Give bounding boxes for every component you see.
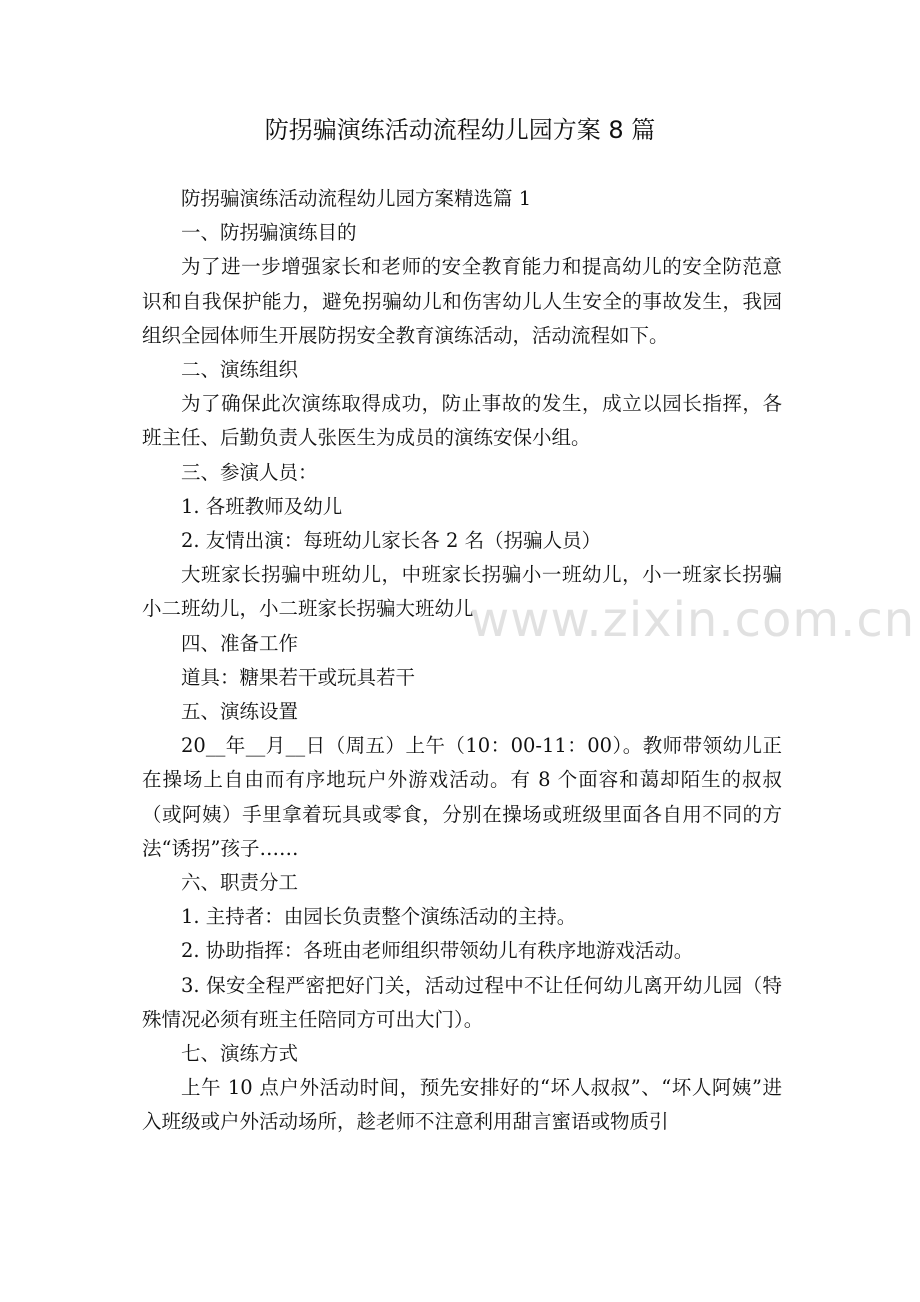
document-body (142, 182, 782, 1140)
subheading-setting: 五、演练设置 (181, 700, 299, 724)
list-item-participants-1: 1. 各班教师及幼儿 (181, 494, 343, 518)
subheading-method: 七、演练方式 (181, 1042, 299, 1066)
paragraph-purpose: 为了进一步增强家长和老师的安全教育能力和提高幼儿的安全防范意识和自我保护能力，避免拐骗幼儿和伤害幼儿人生安全的事故发生，我园组织全园体师生开展防拐安全教育演练活动，活动流程如下。 (142, 255, 782, 347)
paragraph-setting: 20__年__月__日（周五）上午（10：00-11：00）。教师带领幼儿正在操场上自由而有序地玩户外游戏活动。有 8 个面容和蔼却陌生的叔叔（或阿姨）手里拿着玩具或零食，分别在操场或班级里面各自用不同的方法“诱拐”孩子…… (142, 734, 782, 860)
section-heading: 防拐骗演练活动流程幼儿园方案精选篇 1 (181, 187, 532, 210)
list-item-duties-3: 3. 保安全程严密把好门关，活动过程中不让任何幼儿离开幼儿园（特殊情况必须有班主任陪同方可出大门）。 (142, 973, 782, 1031)
paragraph-participants: 大班家长拐骗中班幼儿，中班家长拐骗小一班幼儿，小一班家长拐骗小二班幼儿，小二班家长拐骗大班幼儿 (142, 563, 782, 621)
subheading-duties: 六、职责分工 (181, 871, 299, 895)
subheading-purpose: 一、防拐骗演练目的 (181, 221, 357, 245)
list-item-participants-2: 2. 友情出演：每班幼儿家长各 2 名（拐骗人员） (181, 529, 602, 553)
subheading-participants: 三、参演人员： (181, 460, 318, 484)
paragraph-method: 上午 10 点户外活动时间，预先安排好的“坏人叔叔”、“坏人阿姨”进入班级或户外活动场所，趁老师不注意利用甜言蜜语或物质引 (142, 1076, 782, 1134)
document-title: 防拐骗演练活动流程幼儿园方案 8 篇 (264, 116, 656, 144)
subheading-preparation: 四、准备工作 (181, 631, 299, 655)
paragraph-props: 道具：糖果若干或玩具若干 (181, 665, 416, 689)
list-item-duties-2: 2. 协助指挥：各班由老师组织带领幼儿有秩序地游戏活动。 (181, 939, 694, 963)
list-item-duties-1: 1. 主持者：由园长负责整个演练活动的主持。 (181, 905, 577, 929)
watermark: www.zixin.com.cn (470, 592, 916, 648)
subheading-organization: 二、演练组织 (181, 358, 299, 382)
paragraph-organization: 为了确保此次演练取得成功，防止事故的发生，成立以园长指挥，各班主任、后勤负责人张医生为成员的演练安保小组。 (142, 392, 782, 450)
